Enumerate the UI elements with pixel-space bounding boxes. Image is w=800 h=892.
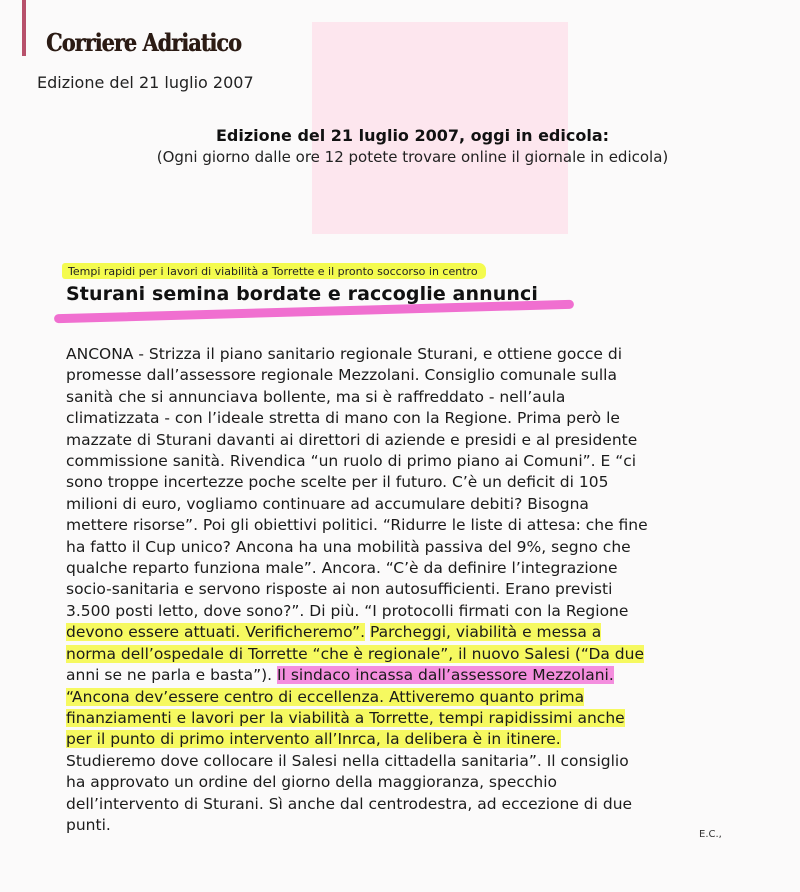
body-line: promesse dall’assessore regionale Mezzolani. Consiglio comunale sulla [66,366,617,385]
highlight-pink: Il sindaco incassa dall’assessore Mezzolani. [277,666,614,685]
body-line: climatizzata - con l’ideale stretta di mano con la Regione. Prima però le [66,409,620,428]
highlight-yellow: per il punto di primo intervento all’Inrca, la delibera è in itinere. [66,730,561,749]
body-fragment: anni se ne parla e basta”). [66,666,278,685]
body-line: sanità che si annunciava bollente, ma si è raffreddato - nell’aula [66,387,566,406]
body-line-highlighted [66,665,756,686]
highlight-yellow: Parcheggi, viabilità e messa a [369,623,602,642]
body-line-highlighted [66,687,756,708]
highlight-yellow: norma dell’ospedale di Torrette “che è regionale”, il nuovo Salesi (“Da due [66,644,645,663]
body-line: qualche reparto funziona male”. Ancora. “C’è da definire l’integrazione [66,559,618,578]
body-line: dell’intervento di Sturani. Sì anche dal centrodestra, ad eccezione di due [66,794,633,813]
body-line: commissione sanità. Rivendica “un ruolo di primo piano ai Comuni”. E “ci [66,452,637,471]
body-line: socio-sanitaria e servono risposte ai non autosufficienti. Erano previsti [66,580,613,599]
notice-subtitle: (Ogni giorno dalle ore 12 potete trovare online il giornale in edicola) [156,148,669,166]
body-line: ha fatto il Cup unico? Ancona ha una mobilità passiva del 9%, segno che [66,537,631,556]
body-line: ANCONA - Strizza il piano sanitario regionale Sturani, e ottiene gocce di [66,345,623,363]
article-headline: Sturani semina bordate e raccoglie annunci [66,283,538,305]
newspaper-masthead: Corriere Adriatico [46,28,241,57]
highlight-yellow: finanziamenti e lavori per la viabilità a Torrette, tempi rapidissimi anche [66,708,625,727]
article-kicker: Tempi rapidi per i lavori di viabilità a Torrette e il pronto soccorso in centro [62,263,486,279]
body-line-highlighted [66,644,756,665]
body-line: ha approvato un ordine del giorno della maggioranza, specchio [66,773,558,792]
body-line-highlighted [66,729,756,750]
body-line: mazzate di Sturani davanti ai direttori di aziende e presidi e al presidente [66,430,638,449]
body-line: mettere risorse”. Poi gli obiettivi politici. “Ridurre le liste di attesa: che fine [66,516,648,535]
notice-title: Edizione del 21 luglio 2007, oggi in edicola: [215,126,610,145]
body-line: sono troppe incertezze poche scelte per il futuro. C’è un deficit di 105 [66,473,609,492]
body-line: 3.500 posti letto, dove sono?”. Di più. “I protocolli firmati con la Regione [66,601,629,620]
body-line: punti. [66,815,111,834]
body-line: milioni di euro, vogliamo continuare ad accumulare debiti? Bisogna [66,494,589,513]
left-margin-rule [22,0,26,56]
highlight-yellow: devono essere attuati. Verificheremo”. [66,623,366,642]
highlight-yellow: “Ancona dev’essere centro di eccellenza. Attiveremo quanto prima [66,687,585,706]
body-line-highlighted [66,708,756,729]
edition-date: Edizione del 21 luglio 2007 [37,73,254,92]
article-body [66,344,756,836]
author-signature: E.C., [699,829,722,840]
body-line: Studieremo dove collocare il Salesi nella cittadella sanitaria”. Il consiglio [66,751,629,770]
edition-notice [0,126,800,167]
body-line-highlighted [66,622,756,643]
